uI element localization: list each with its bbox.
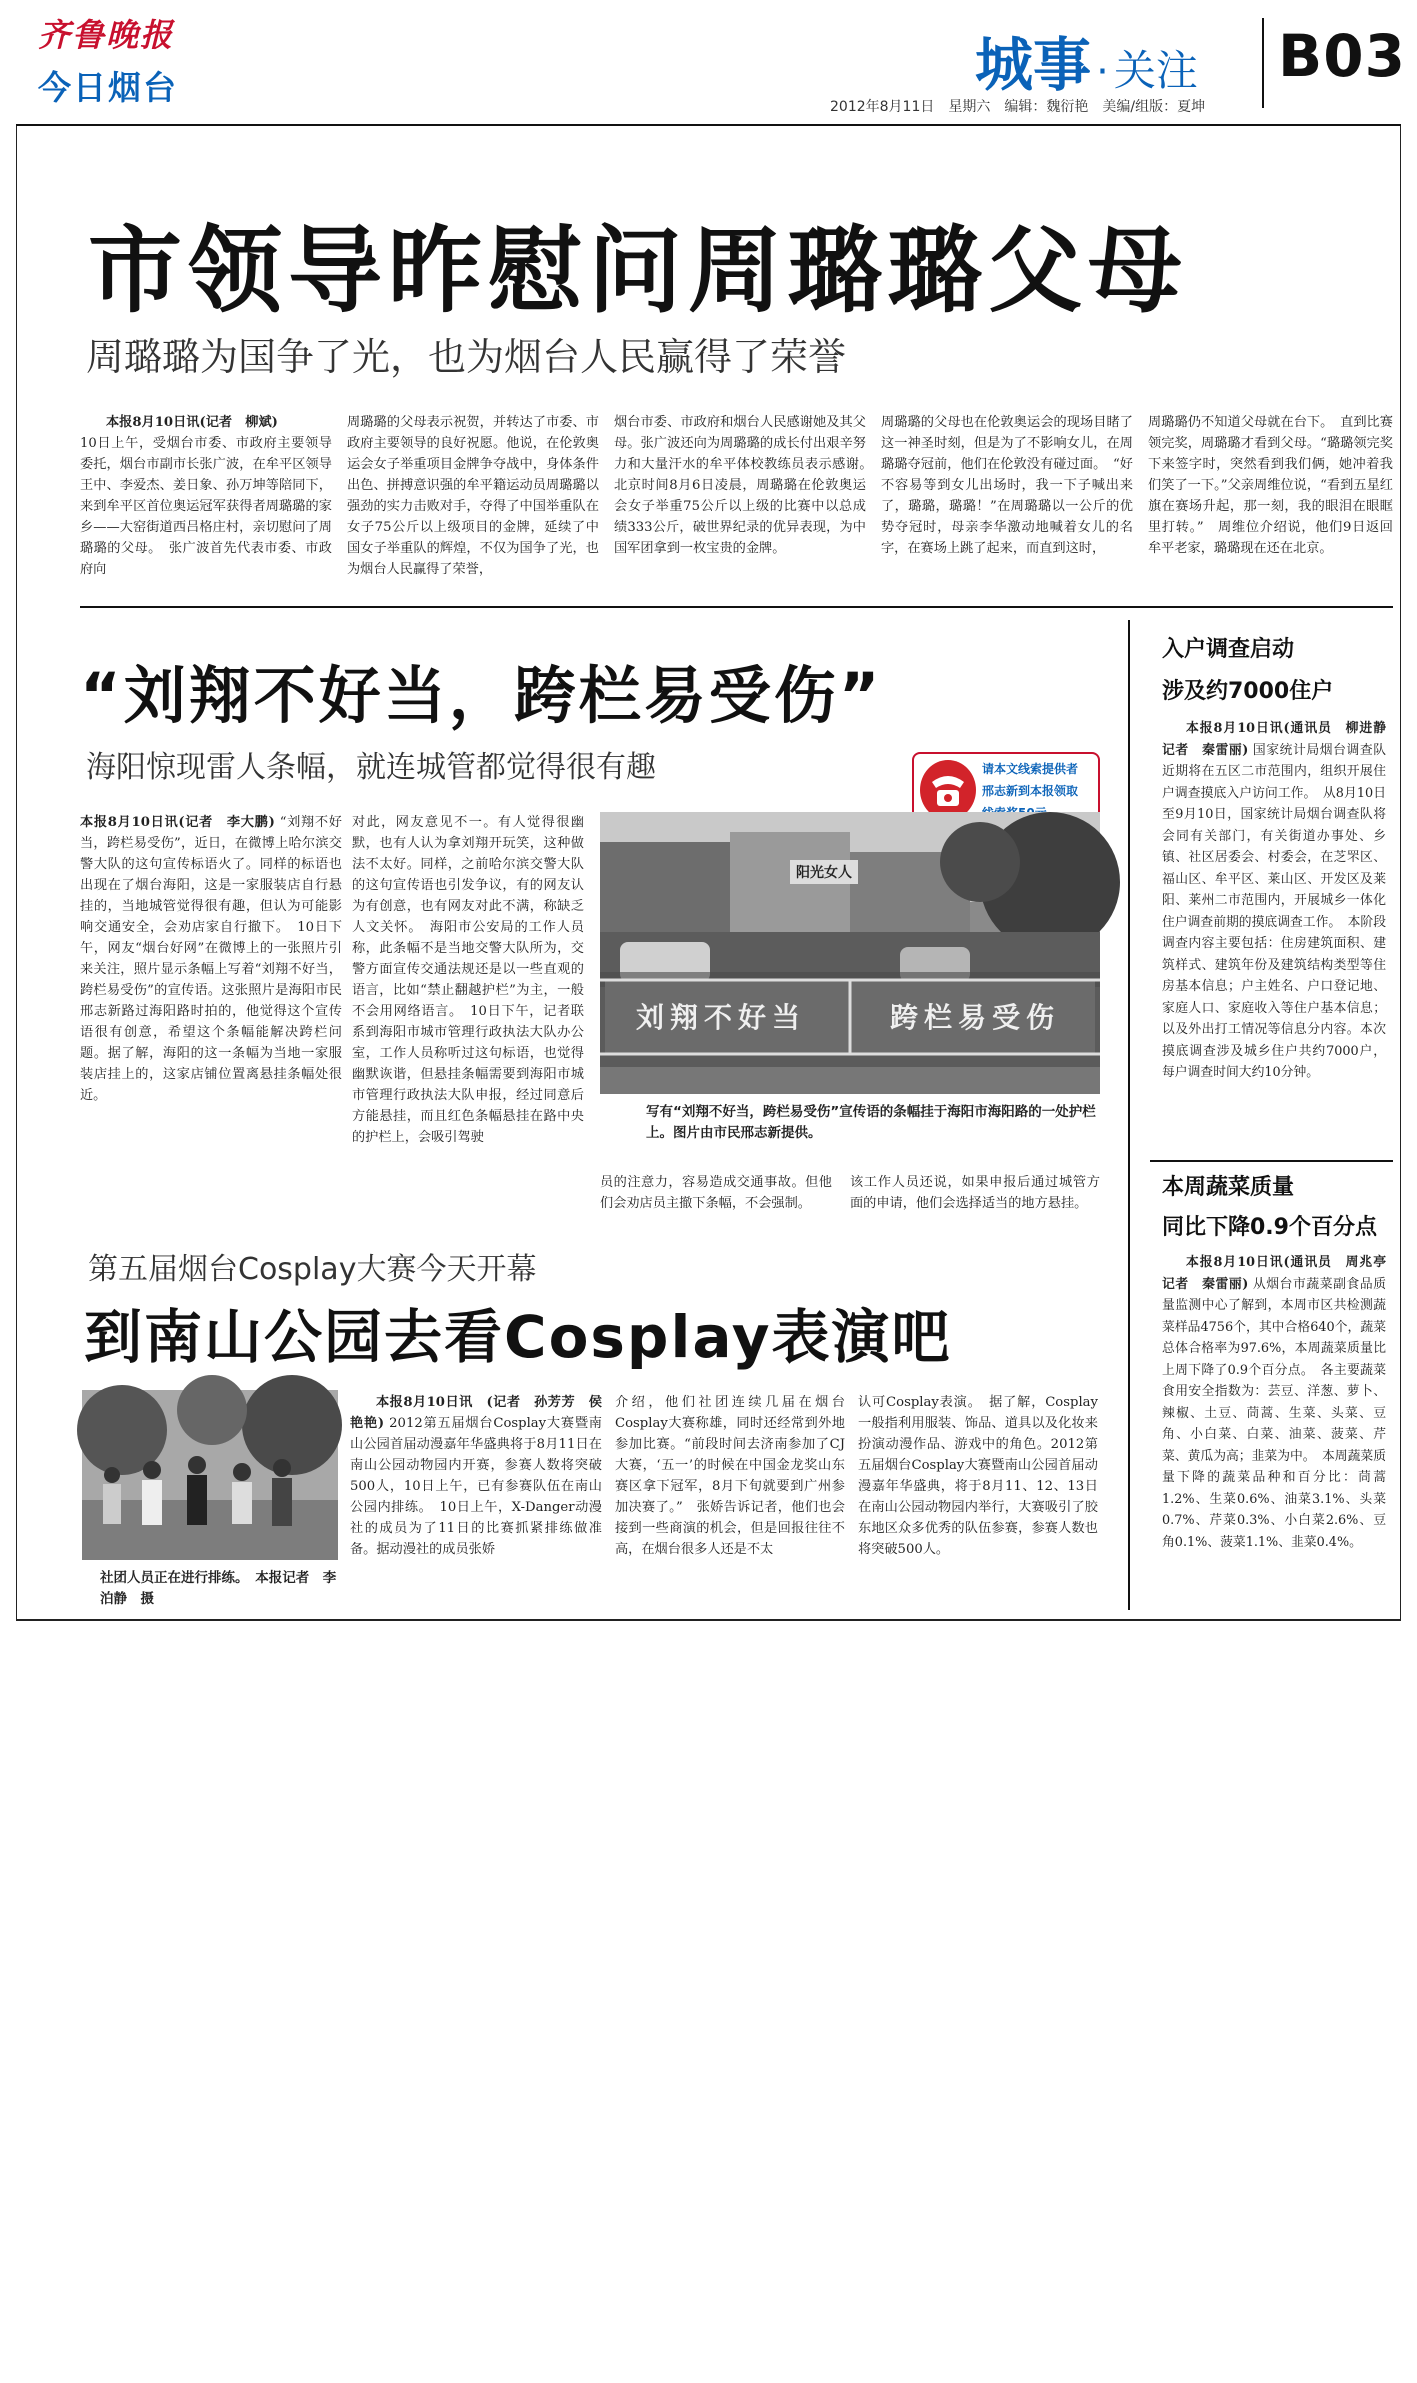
article1-col5 (1148, 412, 1393, 600)
section-title (975, 18, 1198, 102)
sidebar1-text: 国家统计局烟台调查队近期将在五区二市范围内，组织开展住户调查摸底入户访问工作。 从8月10日至9月10日，国家统计局烟台调查队将会同有关部门，有关街道办事处、乡镇、社区居委会、村委会，在芝罘区、福山区、牟平区、莱山区、开发区及莱阳、莱州二市范围内，开展城乡一体化住户调查前期的摸底调查工作。 本阶段调查内容主要包括：住房建筑面积、建筑样式、建筑年份及建筑结构类型等住房基本信息；户主姓名、户口登记地、家庭人口、家庭收入等住户基本信息；以及外出打工情况等信息分内容。本次摸底调查涉及城乡住户共约7000户，每户调查时间大约10分钟。 (1162, 742, 1386, 1080)
sidebar2-text: 从烟台市蔬菜副食品质量监测中心了解到，本周市区共检测蔬菜样品4756个，其中合格640个，蔬菜总体合格率为97.6%，本周蔬菜质量比上周下降了0.9个百分点。 各主要蔬菜食用安全指数为：芸豆、洋葱、萝卜、辣椒、土豆、茼蒿、生菜、头菜、豆角、小白菜、白菜、油菜、菠菜、芹菜、黄瓜为高；韭菜为中。 本周蔬菜质量下降的蔬菜品种和百分比：茼蒿1.2%、生菜0.6%、油菜3.1%、头菜0.7%、芹菜0.3%、小白菜2.6%、豆角0.1%、菠菜1.1%、韭菜0.4%。 (1162, 1276, 1386, 1550)
sidebar1-title-line2: 涉及约7000住户 (1162, 679, 1334, 704)
article3-headline: 到南山公园去看Cosplay表演吧 (84, 1303, 952, 1371)
article2-headline: “刘翔不好当，跨栏易受伤” (80, 659, 883, 732)
sidebar2-title-line1: 本周蔬菜质量 (1162, 1175, 1295, 1200)
article3-text1: 2012第五届烟台Cosplay大赛暨南山公园首届动漫嘉年华盛典将于8月11日在南山公园动物园内开赛，参赛人数将突破500人，10日上午，已有参赛队伍在南山公园内排练。 10日上午，X-Danger动漫社的成员为了11日的比赛抓紧排练做准备。据动漫社的成员张娇 (350, 1416, 602, 1557)
article2-col4 (850, 1172, 1100, 1262)
section-main: 城事 (975, 31, 1092, 99)
article2-text1: “刘翔不好当，跨栏易受伤”，近日，在微博上哈尔滨交警大队的这句宣传标语火了。同样的标语也出现在了烟台海阳，这是一家服装店自行悬挂的，当地城管觉得很有趣，但认为可能影响交通安全，会劝店家自行撤下。 10日下午，网友“烟台好网”在微博上的一张照片引来关注，照片显示条幅上写着“刘翔不好当，跨栏易受伤”的宣传语。这张照片是海阳市民邢志新路过海阳路时拍的，他觉得这个宣传语很有创意，希望这个条幅能解决跨栏问题。据了解，海阳的这一条幅为当地一家服装店挂上的，这家店铺位置离悬挂条幅处很近。 (80, 815, 342, 1103)
article2-photo-caption: 写有“刘翔不好当，跨栏易受伤”宣传语的条幅挂于海阳市海阳路的一处护栏上。图片由市民邢志新提供。 (646, 1104, 1096, 1141)
article1-col4 (881, 412, 1133, 600)
article3-col2 (615, 1392, 845, 1604)
article3-text3: 认可Cosplay表演。 据了解，Cosplay一般指利用服装、饰品、道具以及化妆来扮演动漫作品、游戏中的角色。2012第五届烟台Cosplay大赛暨南山公园首届动漫嘉年华盛典，将于8月11、12、13日在南山公园动物园内举行，大赛吸引了胶东地区众多优秀的队伍参赛，参赛人数也将突破500人。 (858, 1395, 1098, 1557)
page-number: B03 (1278, 22, 1406, 90)
article1-text3: 烟台市委、市政府和烟台人民感谢她及其父母。张广波还向为周璐璐的成长付出艰辛努力和大量汗水的牟平体校教练员表示感谢。 北京时间8月6日凌晨，周璐璐在伦敦奥运会女子举重75公斤以上级的比赛中以总成绩333公斤，破世界纪录的优异表现，为中国军团拿到一枚宝贵的金牌。 (614, 415, 880, 556)
paper-logo: 齐鲁晚报 (38, 16, 175, 54)
news-photo-street (600, 812, 1100, 1094)
tip-reward-line2: 邢志新到本报领取 (982, 784, 1079, 798)
sidebar2-byline: 本报8月10日讯(通讯员 周兆亭 记者 秦雷丽) (1162, 1255, 1399, 1292)
dateline: 2012年8月11日 星期六 编辑：魏衍艳 美编/组版：夏坤 (830, 99, 1206, 115)
article1-col3 (614, 412, 880, 600)
article1-col1 (80, 412, 332, 600)
article1-bottom-rule (80, 606, 1393, 608)
photo-banner-right: 跨栏易受伤 (890, 1001, 1061, 1034)
photo-shop-sign: 阳光女人 (790, 860, 858, 884)
sidebar2-title-line2: 同比下降0.9个百分点 (1162, 1215, 1377, 1240)
news-photo-cosplay (82, 1390, 338, 1560)
sidebar-mid-rule (1150, 1160, 1393, 1162)
article1-text1: 10日上午，受烟台市委、市政府主要领导委托，烟台市副市长张广波，在牟平区领导王中、李爱杰、姜日象、孙万坤等陪同下，来到牟平区首位奥运冠军获得者周璐璐的家乡——大窑街道西吕格庄村，亲切慰问了周璐璐的父母。 张广波首先代表市委、市政府向 (80, 436, 332, 577)
article3-kicker: 第五届烟台Cosplay大赛今天开幕 (88, 1252, 537, 1287)
article1-byline: 本报8月10日讯(记者 柳斌) (106, 415, 278, 430)
section-dot: · (1096, 49, 1109, 95)
article2-text2: 对此，网友意见不一。有人觉得很幽默，也有人认为拿刘翔开玩笑，这种做法不太好。同样，之前哈尔滨交警大队的这句宣传语也引发争议，有的网友认为有创意，也有网友对此不满，称缺乏人文关怀。 海阳市公安局的工作人员称，此条幅不是当地交警大队所为，交警方面宣传交通法规还是以一些直观的语言，比如“禁止翻越护栏”为主，一般不会用网络语言。 10日下午，记者联系到海阳市城市管理行政执法大队办公室，工作人员称听过这句标语，也觉得幽默诙谐，但悬挂条幅需要到海阳市城市管理行政执法大队申报，经过同意后方能悬挂，而且红色条幅悬挂在路中央的护栏上，会吸引驾驶 (352, 815, 584, 1145)
phone-icon (920, 760, 976, 820)
sidebar1-byline: 本报8月10日讯(通讯员 柳进静 记者 秦雷丽) (1162, 721, 1399, 758)
article1-headline: 市领导昨慰问周璐璐父母 (88, 217, 1189, 326)
article3-byline: 本报8月10日讯 (记者 孙芳芳 侯艳艳) (350, 1395, 602, 1431)
article2-byline: 本报8月10日讯(记者 李大鹏) (80, 815, 275, 830)
article3-col3 (858, 1392, 1098, 1604)
edition-name: 今日烟台 (38, 68, 178, 107)
sidebar2-body (1162, 1252, 1399, 1608)
masthead (0, 0, 1417, 130)
article3-text2: 介绍，他们社团连续几届在烟台Cosplay大赛称雄，同时还经常到外地参加比赛。“前段时间去济南参加了CJ大赛，‘五一’的时候在中国金龙奖山东赛区拿下冠军，8月下旬就要到广州参加决赛了。” 张娇告诉记者，他们也会接到一些商演的机会，但是回报往往不高，在烟台很多人还是不太 (615, 1395, 845, 1557)
article1-text5: 周璐璐仍不知道父母就在台下。 直到比赛领完奖，周璐璐才看到父母。“璐璐领完奖下来签字时，突然看到我们俩，她冲着我们笑了一下。”父亲周维位说，“看到五星红旗在赛场升起，那一刻，我的眼泪在眼眶里打转。” 周维位介绍说，他们9日返回牟平老家，璐璐现在还在北京。 (1148, 415, 1393, 556)
article1-text2: 周璐璐的父母表示祝贺，并转达了市委、市政府主要领导的良好祝愿。他说，在伦敦奥运会女子举重项目金牌争夺战中，身体条件出色、拼搏意识强的牟平籍运动员周璐璐以强劲的实力击败对手，夺得了中国举重队在女子75公斤以上级项目的金牌，延续了中国女子举重队的辉煌，不仅为国争了光，也为烟台人民赢得了荣誉， (347, 415, 599, 577)
sidebar1-body (1162, 718, 1399, 1168)
article3-col1 (350, 1392, 602, 1604)
article2-text3: 员的注意力，容易造成交通事故。但他们会劝店员主撤下条幅，不会强制。 (600, 1175, 832, 1211)
article3-photo-caption: 社团人员正在进行排练。 本报记者 李泊静 摄 (100, 1570, 337, 1607)
article2-col1 (80, 812, 342, 1256)
sidebar1-title-line1: 入户调查启动 (1162, 637, 1295, 662)
sidebar-divider (1128, 620, 1130, 1610)
photo-banner-left: 刘翔不好当 (636, 1001, 807, 1034)
article1-subhead: 周璐璐为国争了光，也为烟台人民赢得了荣誉 (86, 335, 847, 379)
tip-reward-line1: 请本文线索提供者 (982, 762, 1079, 776)
article2-col3 (600, 1172, 832, 1262)
article1-text4: 周璐璐的父母也在伦敦奥运会的现场目睹了这一神圣时刻，但是为了不影响女儿，在周璐璐夺冠前，他们在伦敦没有碰过面。 “好不容易等到女儿出场时，我一下子喊出来了，璐璐，璐璐！”在周璐璐以一公斤的优势夺冠时，母亲李华激动地喊着女儿的名字，在赛场上跳了起来，而直到这时， (881, 415, 1133, 556)
section-sub: 关注 (1113, 46, 1198, 95)
article2-text4: 该工作人员还说，如果申报后通过城管方面的申请，他们会选择适当的地方悬挂。 (850, 1175, 1100, 1211)
article2-col2 (352, 812, 584, 1256)
article1-col2 (347, 412, 599, 600)
masthead-divider (1262, 18, 1264, 108)
article2-subhead: 海阳惊现雷人条幅，就连城管都觉得很有趣 (86, 750, 656, 785)
